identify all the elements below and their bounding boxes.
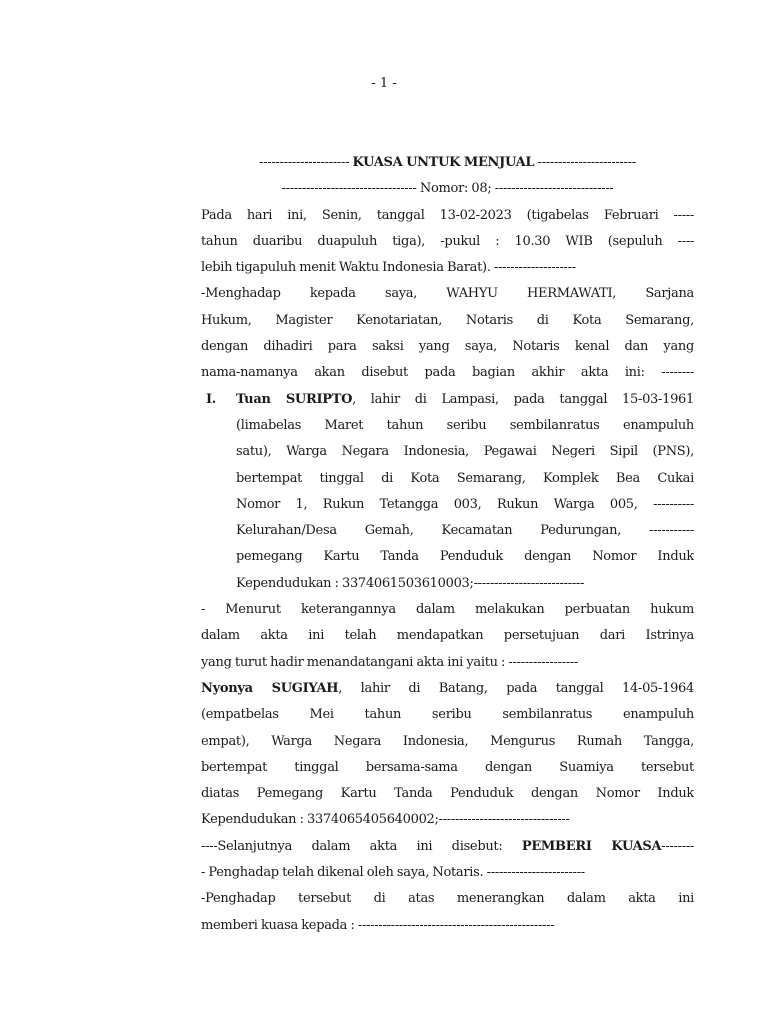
- text-line: [201, 492, 694, 518]
- text-line: [201, 518, 694, 544]
- text-line: [201, 571, 694, 597]
- text-line: [201, 150, 694, 176]
- line-text: Pada hari ini, Senin, tanggal 13-02-2023 (tigabelas Februari -----: [201, 207, 694, 223]
- line-text: (limabelas Maret tahun seribu sembilanratus enampuluh: [236, 417, 694, 433]
- text-line: [201, 308, 694, 334]
- line-text: ----------------------: [259, 155, 353, 170]
- line-text: --------------------------------- Nomor: 08; -----------------------------: [281, 181, 614, 197]
- text-line: [201, 544, 694, 570]
- line-text: , lahir di Lampasi, pada tanggal 15-03-1961: [352, 391, 694, 407]
- line-text: -Penghadap tersebut di atas menerangkan dalam akta ini: [201, 891, 694, 907]
- text-line: [201, 255, 694, 281]
- text-line: [201, 203, 694, 229]
- line-text: ------------------------: [534, 155, 636, 170]
- roman-numeral: I.: [206, 391, 217, 407]
- bold-text: PEMBERI KUASA: [521, 838, 662, 854]
- line-text: bertempat tinggal di Kota Semarang, Komplek Bea Cukai: [236, 470, 694, 486]
- line-text: diatas Pemegang Kartu Tanda Penduduk dengan Nomor Induk: [201, 786, 694, 802]
- text-line: [201, 860, 694, 886]
- deed-body: [201, 150, 694, 939]
- text-line: [201, 781, 694, 807]
- text-line: [201, 729, 694, 755]
- line-text: bertempat tinggal bersama-sama dengan Suamiya tersebut: [201, 759, 694, 775]
- text-line: [201, 886, 694, 912]
- text-line: [201, 807, 694, 833]
- bold-text: KUASA UNTUK MENJUAL: [352, 155, 535, 170]
- text-line: [201, 413, 694, 439]
- line-text: pemegang Kartu Tanda Penduduk dengan Nomor Induk: [236, 549, 694, 565]
- line-text: satu), Warga Negara Indonesia, Pegawai Negeri Sipil (PNS),: [236, 444, 694, 460]
- text-line: [201, 229, 694, 255]
- line-text: empat), Warga Negara Indonesia, Mengurus Rumah Tangga,: [201, 733, 694, 749]
- line-text: Kependudukan : 3374065405640002;--------------------------------: [201, 812, 570, 828]
- text-line: [201, 176, 694, 202]
- line-text: dengan dihadiri para saksi yang saya, Notaris kenal dan yang: [201, 339, 694, 355]
- bold-text: Tuan SURIPTO: [236, 391, 353, 407]
- line-text: yang turut hadir menandatangani akta ini yaitu : -----------------: [201, 654, 579, 670]
- text-line: [201, 702, 694, 728]
- line-text: nama-namanya akan disebut pada bagian akhir akta ini: --------: [201, 365, 694, 381]
- line-text: Kelurahan/Desa Gemah, Kecamatan Pedurungan, -----------: [236, 523, 694, 539]
- line-text: tahun duaribu duapuluh tiga), -pukul : 10.30 WIB (sepuluh ----: [201, 233, 694, 249]
- text-line: [201, 913, 694, 939]
- text-line: [201, 676, 694, 702]
- line-text: - Menurut keterangannya dalam melakukan perbuatan hukum: [201, 602, 694, 618]
- text-line: [201, 650, 694, 676]
- text-line: [201, 623, 694, 649]
- text-line: [201, 360, 694, 386]
- bold-text: Nyonya SUGIYAH: [201, 680, 339, 696]
- line-text: memberi kuasa kepada : ------------------------------------------------: [201, 917, 555, 933]
- text-line: [201, 834, 694, 860]
- line-text: Kependudukan : 3374061503610003;---------------------------: [236, 575, 585, 591]
- text-line: [201, 597, 694, 623]
- line-text: Nomor 1, Rukun Tetangga 003, Rukun Warga 005, ----------: [236, 496, 694, 512]
- line-text: - Penghadap telah dikenal oleh saya, Notaris. ------------------------: [201, 865, 585, 881]
- text-line: [201, 439, 694, 465]
- line-text: Hukum, Magister Kenotariatan, Notaris di Kota Semarang,: [201, 312, 694, 328]
- page-number: - 1 -: [371, 76, 397, 91]
- line-text: ----Selanjutnya dalam akta ini disebut:: [201, 838, 522, 854]
- line-text: (empatbelas Mei tahun seribu sembilanratus enampuluh: [201, 707, 694, 723]
- text-line: [201, 387, 694, 413]
- line-text: --------: [661, 838, 694, 854]
- line-text: dalam akta ini telah mendapatkan persetujuan dari Istrinya: [201, 628, 694, 644]
- text-line: [201, 755, 694, 781]
- line-text: lebih tigapuluh menit Waktu Indonesia Barat). --------------------: [201, 260, 576, 276]
- text-line: [201, 334, 694, 360]
- line-text: -Menghadap kepada saya, WAHYU HERMAWATI, Sarjana: [201, 286, 694, 302]
- line-text: , lahir di Batang, pada tanggal 14-05-1964: [338, 680, 694, 696]
- text-line: [201, 466, 694, 492]
- text-line: [201, 281, 694, 307]
